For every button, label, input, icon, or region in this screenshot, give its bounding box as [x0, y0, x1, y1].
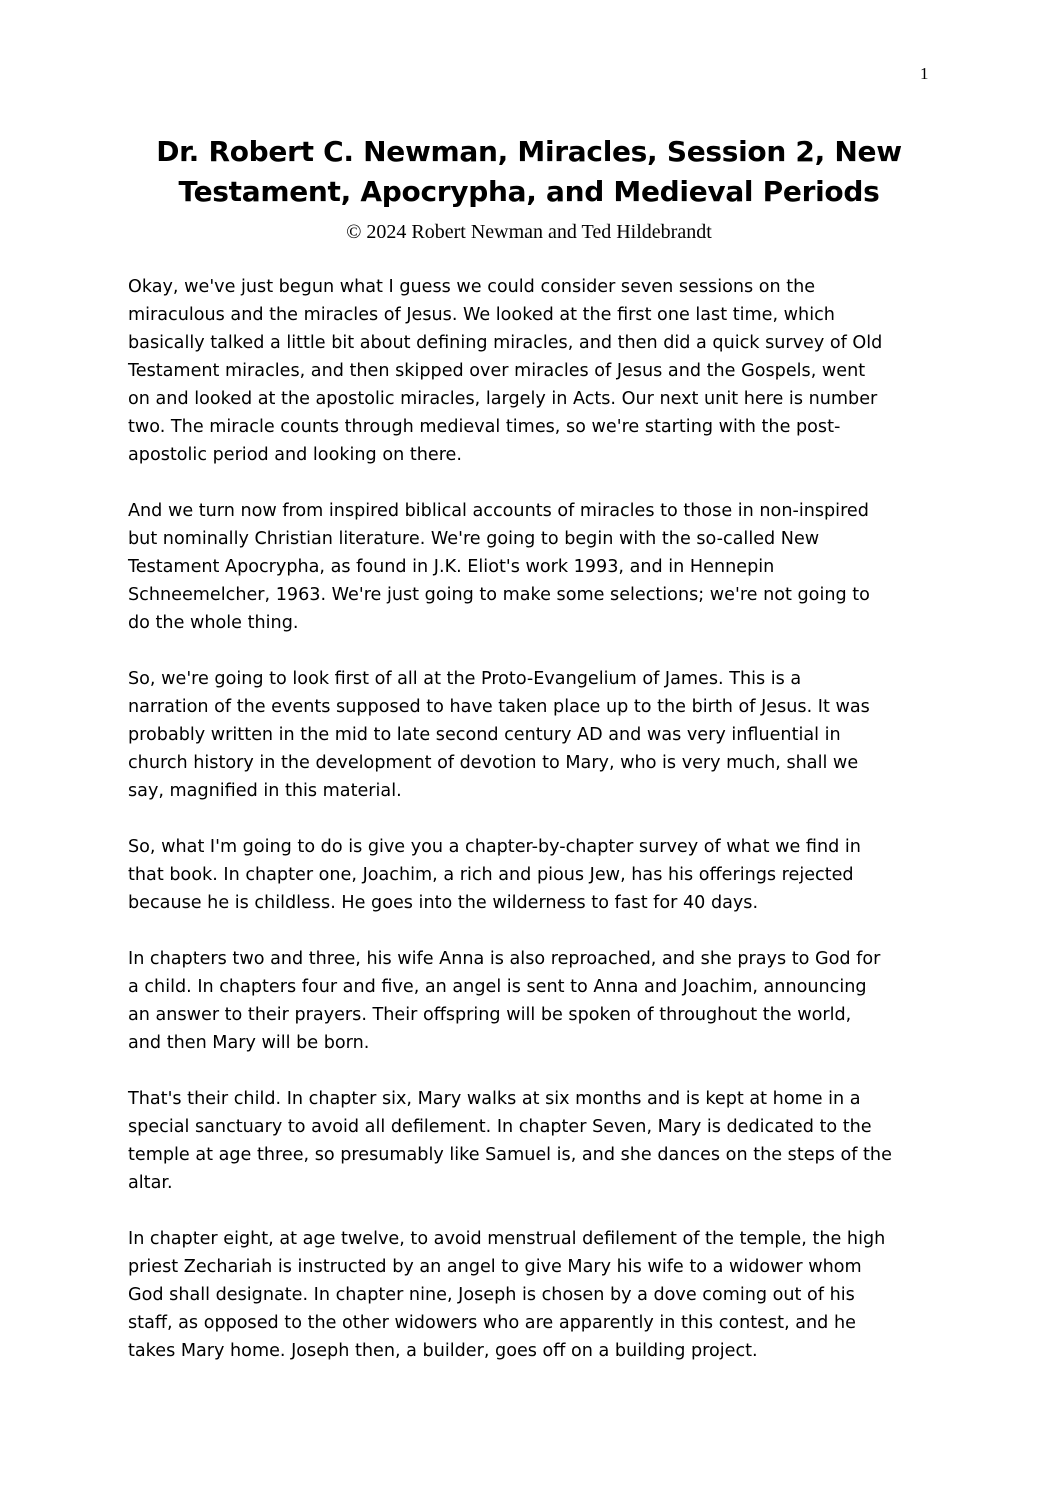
text-line: temple at age three, so presumably like Samuel is, and she dances on the steps of the	[128, 1145, 892, 1165]
document-title	[100, 132, 958, 212]
text-line: In chapters two and three, his wife Anna is also reproached, and she prays to God for	[128, 949, 881, 969]
text-line: say, magnified in this material.	[128, 781, 402, 801]
text-line: special sanctuary to avoid all defilement. In chapter Seven, Mary is dedicated to the	[128, 1117, 872, 1137]
text-line: but nominally Christian literature. We're going to begin with the so-called New	[128, 529, 820, 549]
text-line: on and looked at the apostolic miracles, largely in Acts. Our next unit here is number	[128, 389, 878, 409]
text-line: and then Mary will be born.	[128, 1033, 370, 1053]
paragraph	[128, 1085, 938, 1197]
paragraph	[128, 1225, 938, 1365]
text-line: staff, as opposed to the other widowers who are apparently in this contest, and he	[128, 1313, 856, 1333]
title-line: Dr. Robert C. Newman, Miracles, Session 2, New	[156, 135, 902, 168]
title-line: Testament, Apocrypha, and Medieval Periods	[178, 175, 880, 208]
text-line: church history in the development of devotion to Mary, who is very much, shall we	[128, 753, 859, 773]
copyright-line: © 2024 Robert Newman and Ted Hildebrandt	[346, 221, 712, 243]
text-line: Testament Apocrypha, as found in J.K. Eliot's work 1993, and in Hennepin	[128, 557, 775, 577]
text-line: an answer to their prayers. Their offspring will be spoken of throughout the world,	[128, 1005, 852, 1025]
text-line: Schneemelcher, 1963. We're just going to make some selections; we're not going to	[128, 585, 870, 605]
text-line: apostolic period and looking on there.	[128, 445, 462, 465]
text-line: priest Zechariah is instructed by an angel to give Mary his wife to a widower whom	[128, 1257, 862, 1277]
text-line: That's their child. In chapter six, Mary walks at six months and is kept at home in a	[128, 1089, 861, 1109]
text-line: takes Mary home. Joseph then, a builder, goes off on a building project.	[128, 1341, 758, 1361]
text-line: two. The miracle counts through medieval times, so we're starting with the post-	[128, 417, 841, 437]
text-line: God shall designate. In chapter nine, Joseph is chosen by a dove coming out of his	[128, 1285, 855, 1305]
paragraph	[128, 273, 938, 469]
text-line: So, what I'm going to do is give you a chapter-by-chapter survey of what we find in	[128, 837, 861, 857]
paragraph	[128, 497, 938, 637]
text-line: And we turn now from inspired biblical accounts of miracles to those in non-inspired	[128, 501, 869, 521]
text-line: In chapter eight, at age twelve, to avoid menstrual defilement of the temple, the high	[128, 1229, 886, 1249]
text-line: Testament miracles, and then skipped over miracles of Jesus and the Gospels, went	[128, 361, 866, 381]
paragraph	[128, 833, 938, 917]
paragraph	[128, 945, 938, 1057]
text-line: narration of the events supposed to have taken place up to the birth of Jesus. It was	[128, 697, 870, 717]
text-line: a child. In chapters four and five, an angel is sent to Anna and Joachim, announcing	[128, 977, 867, 997]
text-line: that book. In chapter one, Joachim, a rich and pious Jew, has his offerings rejected	[128, 865, 854, 885]
page-number: 1	[920, 64, 929, 83]
text-line: probably written in the mid to late second century AD and was very influential in	[128, 725, 841, 745]
text-line: altar.	[128, 1173, 173, 1193]
text-line: Okay, we've just begun what I guess we could consider seven sessions on the	[128, 277, 816, 297]
text-line: basically talked a little bit about defining miracles, and then did a quick survey of Old	[128, 333, 883, 353]
paragraph	[128, 665, 938, 805]
text-line: do the whole thing.	[128, 613, 299, 633]
text-line: So, we're going to look first of all at the Proto-Evangelium of James. This is a	[128, 669, 802, 689]
text-line: miraculous and the miracles of Jesus. We looked at the first one last time, which	[128, 305, 835, 325]
document-body	[128, 273, 938, 1393]
text-line: because he is childless. He goes into the wilderness to fast for 40 days.	[128, 893, 759, 913]
